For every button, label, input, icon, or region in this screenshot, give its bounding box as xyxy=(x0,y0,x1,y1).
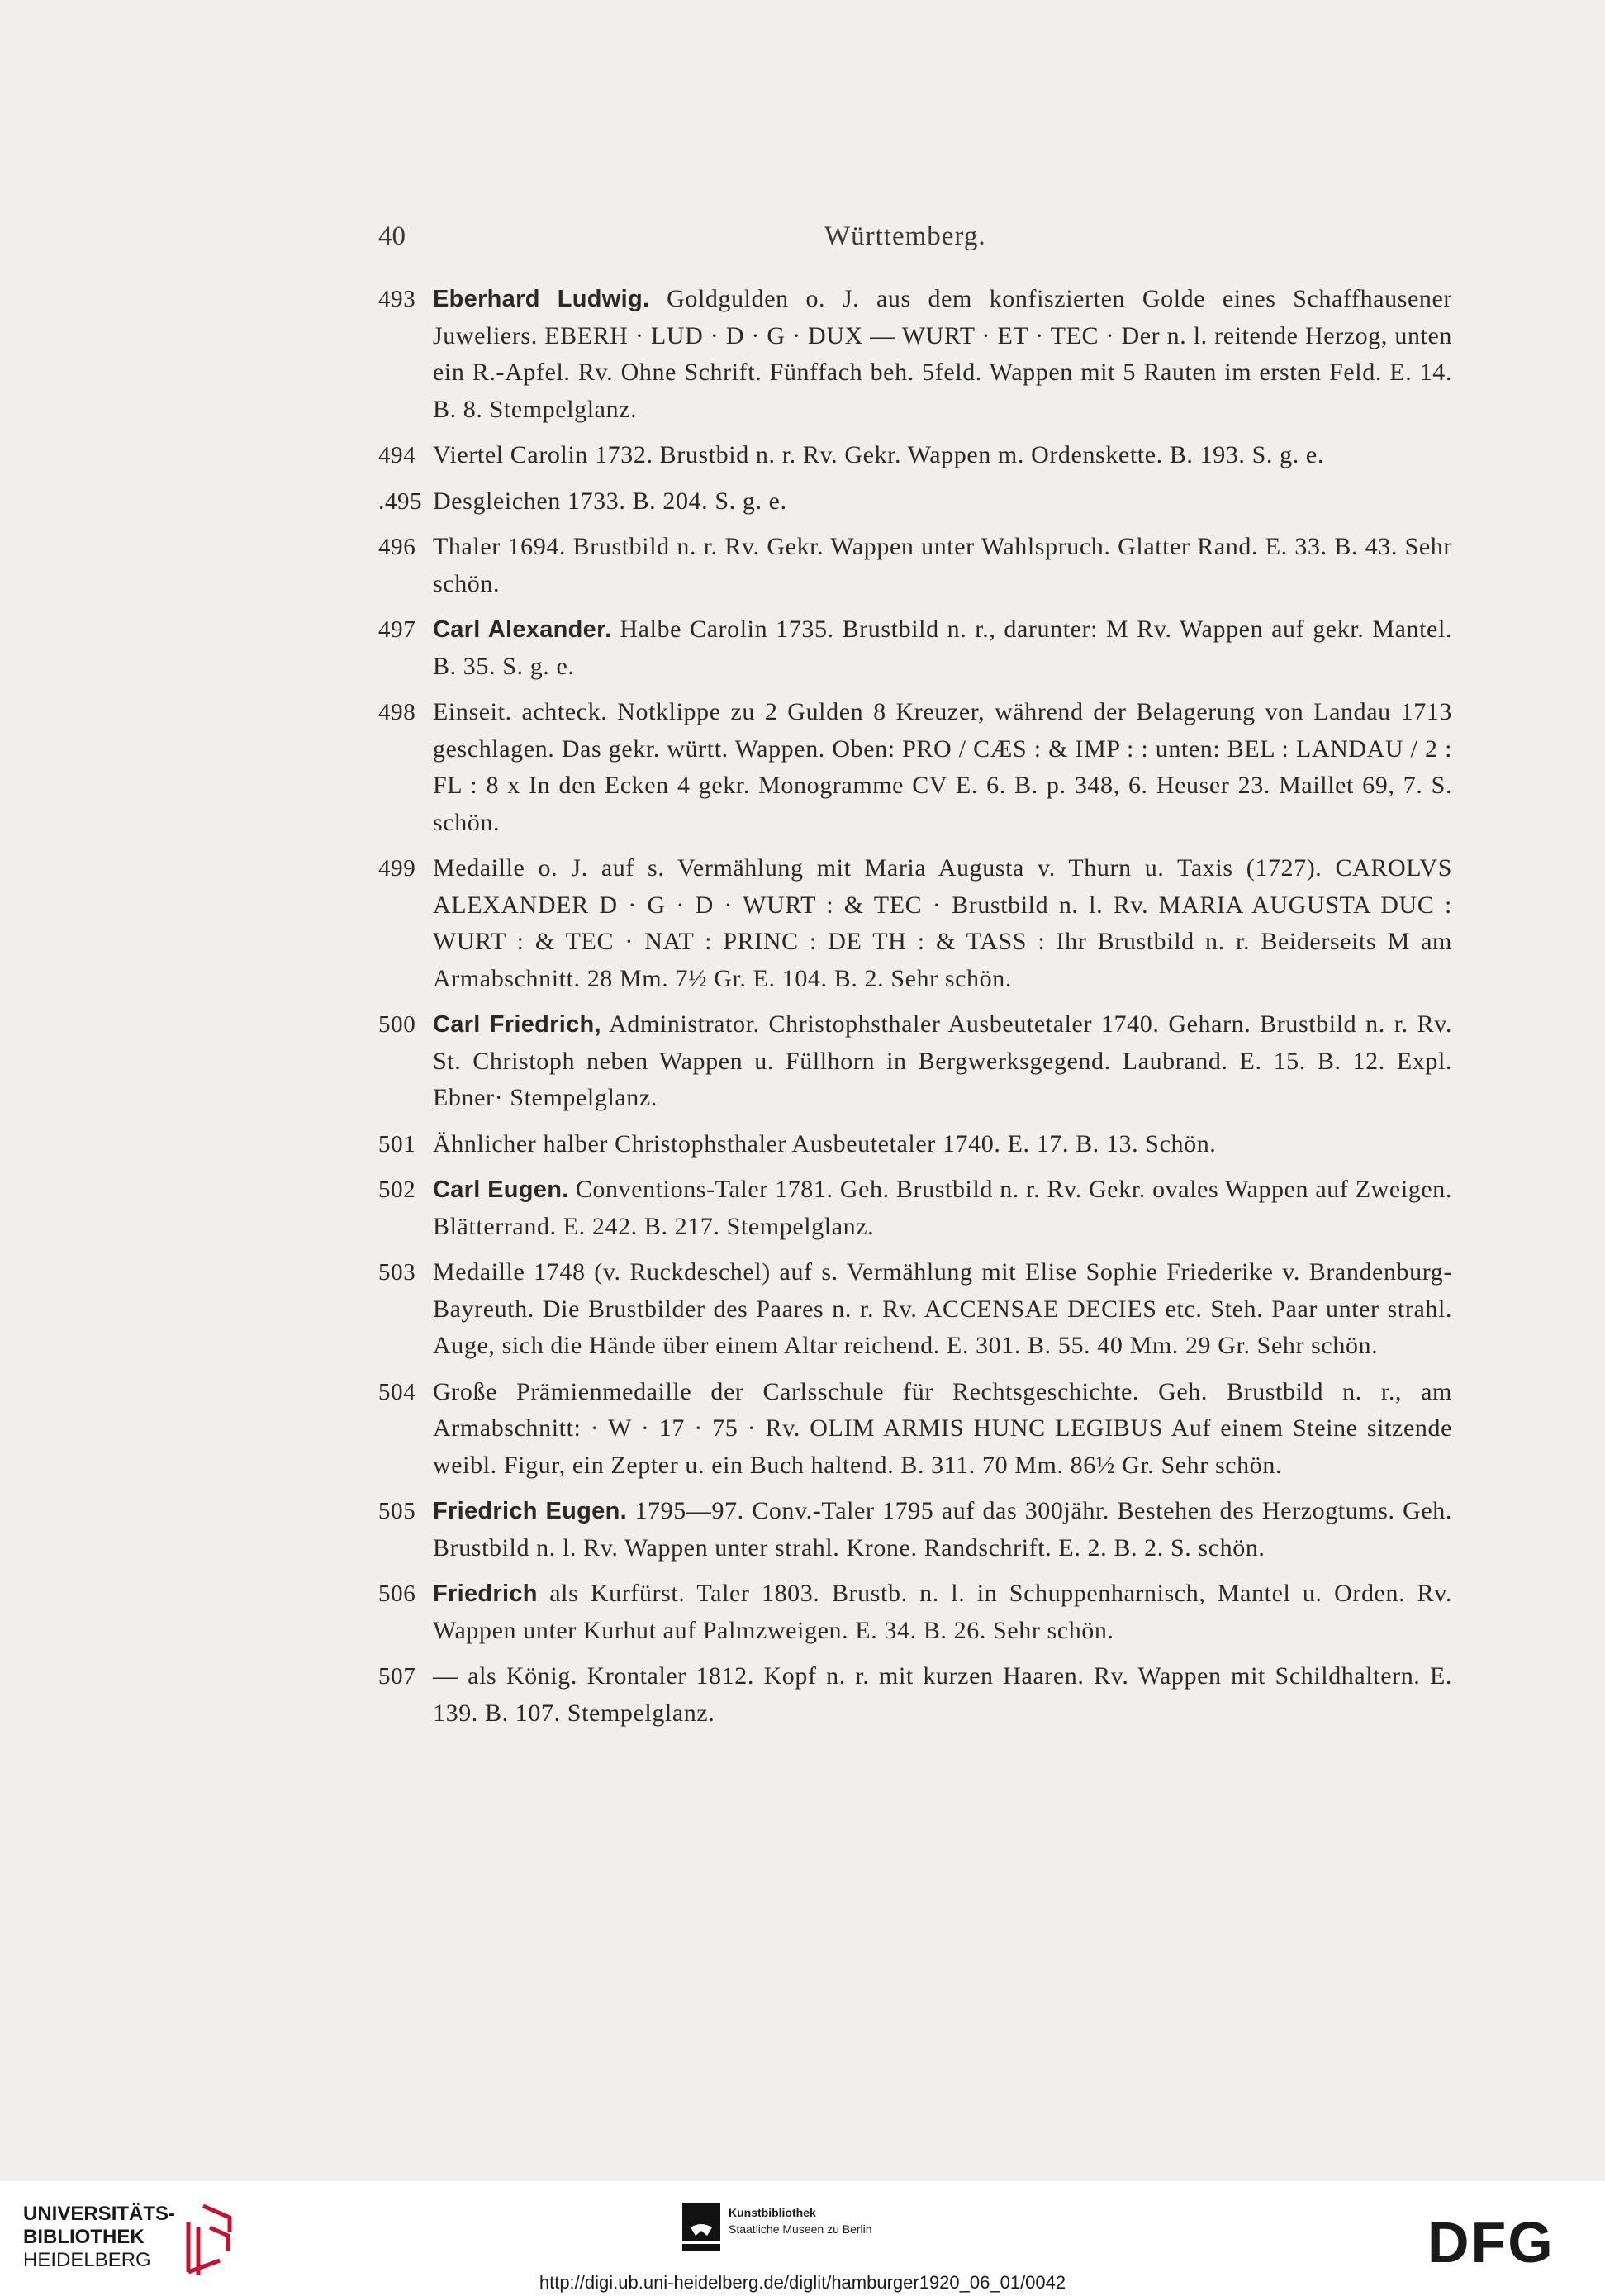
catalogue-entry xyxy=(378,1006,1452,1117)
entry-ruler-name: Friedrich xyxy=(433,1581,538,1607)
catalogue-entry xyxy=(378,437,1452,474)
entry-text: Thaler 1694. Brustbild n. r. Rv. Gekr. Wappen unter Wahlspruch. Glatter Rand. E. 33. B. 43. Sehr schön. xyxy=(433,533,1452,597)
university-library-logo[interactable] xyxy=(23,2199,238,2282)
entry-text: Goldgulden o. J. aus dem konfiszierten Golde eines Schaffhausener Juweliers. EBERH · LUD · D · G · DUX — WURT · ET · TEC · Der n. l. reitende Herzog, unten ein R.-Apfel. Rv. Ohne Schrift. Fünffach beh. 5feld. Wappen mit 5 Rauten im ersten Feld. E. 14. B. 8. Stempelglanz. xyxy=(433,285,1453,423)
entry-text: Medaille 1748 (v. Ruckdeschel) auf s. Vermählung mit Elise Sophie Friederike v. Brandenburg-Bayreuth. Die Brustbilder des Paares n. r. Rv. ACCENSAE DECIES etc. Steh. Paar unter strahl. Auge, sich die Hände über einem Altar reichend. E. 301. B. 55. 40 Mm. 29 Gr. Sehr schön. xyxy=(433,1258,1452,1359)
uni-line-3: HEIDELBERG xyxy=(23,2249,151,2271)
entry-number: 505 xyxy=(378,1498,416,1524)
viewer-footer xyxy=(0,2181,1605,2296)
catalogue-entry xyxy=(378,281,1452,428)
entry-number: 506 xyxy=(378,1581,416,1607)
entry-text: als Kurfürst. Taler 1803. Brustb. n. l. in Schuppenharnisch, Mantel u. Orden. Rv. Wappen unter Kurhut auf Palmzweigen. E. 34. B. 26. Sehr schön. xyxy=(433,1580,1452,1644)
kunstbibliothek-eagle-icon xyxy=(682,2203,720,2252)
catalogue-entry xyxy=(378,483,1452,521)
entry-number: 503 xyxy=(378,1259,416,1286)
entry-text: Desgleichen 1733. B. 204. S. g. e. xyxy=(433,487,787,515)
entry-number: 500 xyxy=(378,1011,416,1038)
kb-line-1: Kunstbibliothek xyxy=(729,2206,816,2219)
entry-text: Große Prämienmedaille der Carlsschule für Rechtsgeschichte. Geh. Brustbild n. r., am Armabschnitt: · W · 17 · 75 · Rv. OLIM ARMIS HUNC LEGIBUS Auf einem Steine sitzende weibl. Figur, ein Zepter u. ein Buch haltend. B. 311. 70 Mm. 86½ Gr. Sehr schön. xyxy=(433,1377,1452,1479)
entry-number: 494 xyxy=(378,442,416,468)
entry-text: Viertel Carolin 1732. Brustbid n. r. Rv. Gekr. Wappen m. Ordenskette. B. 193. S. g. e. xyxy=(433,441,1324,468)
catalogue-entry xyxy=(378,529,1452,602)
entry-ruler-name: Eberhard Ludwig. xyxy=(433,286,650,312)
catalogue-entry xyxy=(378,850,1452,997)
entry-text: Halbe Carolin 1735. Brustbild n. r., darunter: M Rv. Wappen auf gekr. Mantel. B. 35. S. g. e. xyxy=(433,616,1452,680)
entry-number: 501 xyxy=(378,1130,416,1158)
catalogue-entry xyxy=(378,1493,1452,1566)
kunstbibliothek-wordmark xyxy=(729,2204,872,2237)
uni-line-2: BIBLIOTHEK xyxy=(23,2226,145,2248)
catalogue-entry xyxy=(378,1658,1452,1732)
entry-number: 507 xyxy=(378,1663,416,1690)
uni-line-1: UNIVERSITÄTS- xyxy=(23,2203,176,2225)
entry-number: 497 xyxy=(378,616,416,643)
catalogue-entry xyxy=(378,1172,1452,1245)
catalogue-entry xyxy=(378,1576,1452,1649)
entry-text: Administrator. Christophsthaler Ausbeutetaler 1740. Geharn. Brustbild n. r. Rv. St. Christoph neben Wappen u. Füllhorn in Bergwerksgegend. Laubrand. E. 15. B. 12. Expl. Ebner· Stempelglanz. xyxy=(433,1010,1452,1111)
catalogue-entry xyxy=(378,694,1452,841)
entry-ruler-name: Carl Friedrich, xyxy=(433,1011,601,1038)
entry-text: — als König. Krontaler 1812. Kopf n. r. mit kurzen Haaren. Rv. Wappen mit Schildhaltern. E. 139. B. 107. Stempelglanz. xyxy=(433,1662,1452,1727)
page-header xyxy=(378,221,1452,263)
entry-text: 1795—97. Conv.-Taler 1795 auf das 300jähr. Bestehen des Herzogtums. Geh. Brustbild n. l. Rv. Wappen unter strahl. Krone. Randschrift. E. 2. B. 2. S. schön. xyxy=(433,1497,1452,1562)
entry-text: Ähnlicher halber Christophsthaler Ausbeutetaler 1740. E. 17. B. 13. Schön. xyxy=(433,1129,1217,1158)
kb-line-2: Staatliche Museen zu Berlin xyxy=(729,2222,872,2236)
permalink-url[interactable]: http://digi.ub.uni-heidelberg.de/diglit/hamburger1920_06_01/0042 xyxy=(539,2272,1066,2293)
catalogue-entry xyxy=(378,1374,1452,1485)
entry-number: 493 xyxy=(378,286,416,312)
entry-number: .495 xyxy=(378,487,423,515)
catalogue-entry xyxy=(378,1254,1452,1365)
catalogue-entry xyxy=(378,611,1452,685)
entry-text: Medaille o. J. auf s. Vermählung mit Maria Augusta v. Thurn u. Taxis (1727). CAROLVS ALEXANDER D · G · D · WURT : & TEC · Brustbild n. l. Rv. MARIA AUGUSTA DUC : WURT : & TEC · NAT : PRINC : DE TH : & TASS : Ihr Brustbild n. r. Beiderseits M am Armabschnitt. 28 Mm. 7½ Gr. E. 104. B. 2. Sehr schön. xyxy=(433,854,1452,992)
entry-number: 502 xyxy=(378,1177,416,1203)
entry-number: 496 xyxy=(378,534,416,560)
kunstbibliothek-logo[interactable] xyxy=(682,2203,947,2260)
entry-ruler-name: Friedrich Eugen. xyxy=(433,1498,627,1524)
page-number: 40 xyxy=(378,221,406,251)
entry-text: Conventions-Taler 1781. Geh. Brustbild n. r. Rv. Gekr. ovales Wappen auf Zweigen. Blätterrand. E. 242. B. 217. Stempelglanz. xyxy=(433,1176,1452,1240)
entry-number: 498 xyxy=(378,699,416,725)
university-library-wordmark xyxy=(23,2203,175,2272)
entry-ruler-name: Carl Eugen. xyxy=(433,1177,569,1203)
entry-text: Einseit. achteck. Notklippe zu 2 Gulden 8 Kreuzer, während der Belagerung von Landau 1713 geschlagen. Das gekr. württ. Wappen. Oben: PRO / CÆS : & IMP : : unten: BEL : LANDAU / 2 : FL : 8 x In den Ecken 4 gekr. Monogramme CV E. 6. B. p. 348, 6. Heuser 23. Maillet 69, 7. S. schön. xyxy=(433,698,1452,836)
catalogue-entry xyxy=(378,1126,1452,1163)
catalogue-entries xyxy=(378,281,1452,1741)
dfg-logo[interactable]: DFG xyxy=(1427,2210,1555,2275)
entry-ruler-name: Carl Alexander. xyxy=(433,616,612,643)
entry-number: 499 xyxy=(378,855,416,882)
library-emblem-icon xyxy=(170,2199,236,2282)
running-title: Württemberg. xyxy=(824,221,986,251)
entry-number: 504 xyxy=(378,1378,416,1405)
